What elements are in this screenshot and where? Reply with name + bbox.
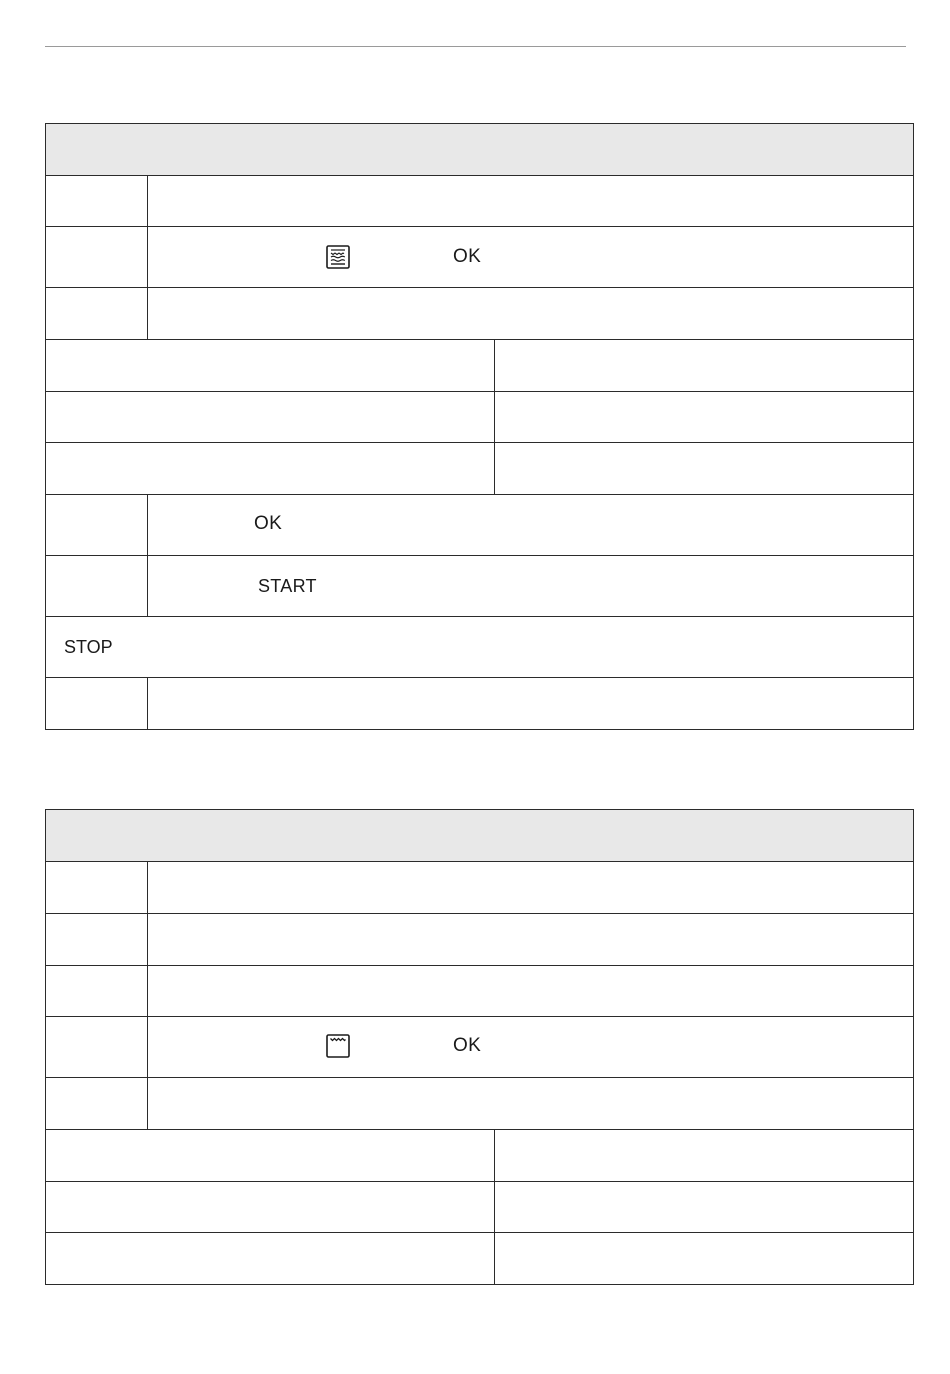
step-cell: [46, 288, 148, 340]
step-cell: [46, 556, 148, 617]
table-row: [46, 678, 914, 730]
table-row: [46, 340, 914, 392]
parameter-cell: [46, 443, 495, 495]
instruction-cell: [148, 862, 914, 914]
stop-key-label: STOP: [64, 636, 113, 657]
table-row: [46, 1078, 914, 1130]
step-cell: [46, 678, 148, 730]
step-cell: [46, 1017, 148, 1078]
step-cell: [46, 862, 148, 914]
table-row: [46, 914, 914, 966]
step-cell: [46, 914, 148, 966]
table-header-cell: [46, 810, 914, 862]
table-row: [46, 227, 914, 288]
table-row: [46, 1017, 914, 1078]
instruction-cell: [148, 966, 914, 1017]
ok-key-label: OK: [254, 513, 283, 534]
parameter-cell: [46, 1182, 495, 1233]
value-cell: [495, 1233, 914, 1285]
table-header-cell: [46, 124, 914, 176]
table-row: [46, 1182, 914, 1233]
table-row: [46, 556, 914, 617]
table-row: [46, 617, 914, 678]
ok-key-label: OK: [453, 246, 482, 267]
header-rule: [45, 46, 906, 47]
instruction-cell: [148, 288, 914, 340]
step-cell: [46, 495, 148, 556]
step-cell: [46, 227, 148, 288]
table-row: [46, 443, 914, 495]
value-cell: [495, 392, 914, 443]
oven-top-heat-icon: [326, 1034, 350, 1063]
table-row: [46, 862, 914, 914]
parameter-cell: [46, 340, 495, 392]
instruction-cell: [148, 556, 914, 617]
start-key-label: START: [258, 576, 317, 596]
value-cell: [495, 443, 914, 495]
table-row: [46, 288, 914, 340]
microwave-grill-icon: [326, 245, 350, 274]
table-row: [46, 1233, 914, 1285]
parameter-cell: [46, 1233, 495, 1285]
table-header-row: [46, 124, 914, 176]
table-row: [46, 1130, 914, 1182]
parameter-cell: [46, 392, 495, 443]
step-cell: [46, 1078, 148, 1130]
instruction-cell: [148, 227, 914, 288]
instruction-cell: [148, 914, 914, 966]
step-cell: [46, 176, 148, 227]
step-cell: [46, 966, 148, 1017]
procedure-table-2: [45, 809, 914, 1285]
value-cell: [495, 340, 914, 392]
procedure-table-1: [45, 123, 914, 730]
instruction-cell: [148, 1078, 914, 1130]
table-row: [46, 966, 914, 1017]
instruction-cell: [148, 176, 914, 227]
table-row: [46, 495, 914, 556]
value-cell: [495, 1182, 914, 1233]
table-header-row: [46, 810, 914, 862]
instruction-cell: [148, 1017, 914, 1078]
note-cell: [46, 617, 914, 678]
table-row: [46, 176, 914, 227]
parameter-cell: [46, 1130, 495, 1182]
value-cell: [495, 1130, 914, 1182]
table-row: [46, 392, 914, 443]
ok-key-label: OK: [453, 1035, 482, 1056]
instruction-cell: [148, 678, 914, 730]
instruction-cell: [148, 495, 914, 556]
